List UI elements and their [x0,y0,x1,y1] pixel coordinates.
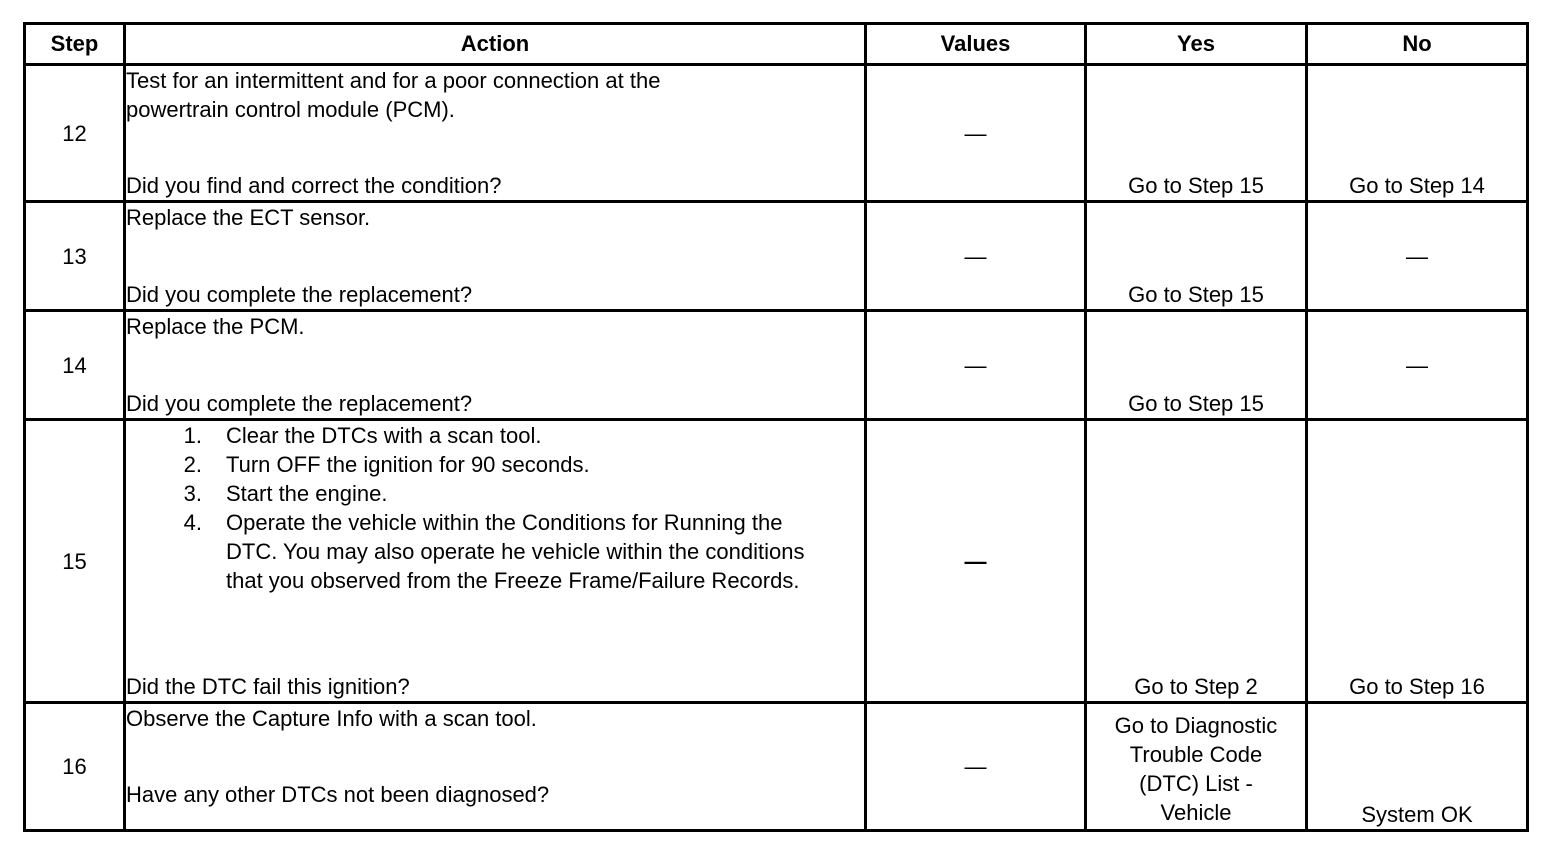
list-number: 1. [183,423,202,449]
no-cell: Go to Step 16 [1307,420,1528,702]
diagnostic-table [23,22,1529,832]
list-text: Turn OFF the ignition for 90 seconds. [226,452,590,478]
values-cell: — [866,202,1086,311]
list-number: 3. [183,481,202,507]
no-cell: System OK [1307,702,1528,830]
step-number: 15 [25,420,125,702]
values-cell: — [866,702,1086,830]
list-item [126,479,864,508]
yes-cell: Go to Step 2 [1086,420,1307,702]
header-yes: Yes [1086,24,1307,65]
values-cell: — [866,420,1086,702]
values-cell: — [866,65,1086,202]
step-number: 13 [25,202,125,311]
action-text: Replace the PCM. [126,314,305,340]
action-cell [125,420,866,702]
header-no: No [1307,24,1528,65]
list-text: Operate the vehicle within the Conditions for Running the DTC. You may also operate he vehicle within the conditions that you observed from the Freeze Frame/Failure Records. [226,510,805,594]
action-cell [125,202,866,311]
yes-cell: Go to Step 15 [1086,202,1307,311]
action-question: Did you find and correct the condition? [126,173,502,199]
yes-cell: Go to Step 15 [1086,65,1307,202]
table-row [25,65,1528,202]
header-action: Action [125,24,866,65]
step-number: 14 [25,311,125,420]
action-text: Replace the ECT sensor. [126,205,371,231]
table-row [25,202,1528,311]
table-row [25,702,1528,830]
yes-cell: Go to Diagnostic Trouble Code (DTC) List - Vehicle [1086,702,1307,830]
no-cell: Go to Step 14 [1307,65,1528,202]
action-question: Did you complete the replacement? [126,391,473,417]
list-number: 4. [183,510,202,536]
no-cell: — [1307,202,1528,311]
action-text: Test for an intermittent and for a poor connection at the powertrain control module (PCM). [126,68,661,122]
step-number: 16 [25,702,125,830]
action-cell [125,311,866,420]
list-text: Start the engine. [226,481,388,507]
action-question: Did you complete the replacement? [126,282,473,308]
header-row [25,24,1528,65]
header-values: Values [866,24,1086,65]
list-text: Clear the DTCs with a scan tool. [226,423,542,449]
yes-cell: Go to Step 15 [1086,311,1307,420]
header-step: Step [25,24,125,65]
no-cell: — [1307,311,1528,420]
step-number: 12 [25,65,125,202]
action-cell [125,702,866,830]
action-question: Have any other DTCs not been diagnosed? [126,782,550,807]
table-row [25,311,1528,420]
procedure-list [126,421,864,595]
table-row [25,420,1528,702]
list-item [126,421,864,450]
values-cell: — [866,311,1086,420]
list-item [126,508,864,595]
list-item [126,450,864,479]
list-number: 2. [183,452,202,478]
action-cell [125,65,866,202]
action-text: Observe the Capture Info with a scan tool. [126,705,537,731]
action-question: Did the DTC fail this ignition? [126,673,410,699]
